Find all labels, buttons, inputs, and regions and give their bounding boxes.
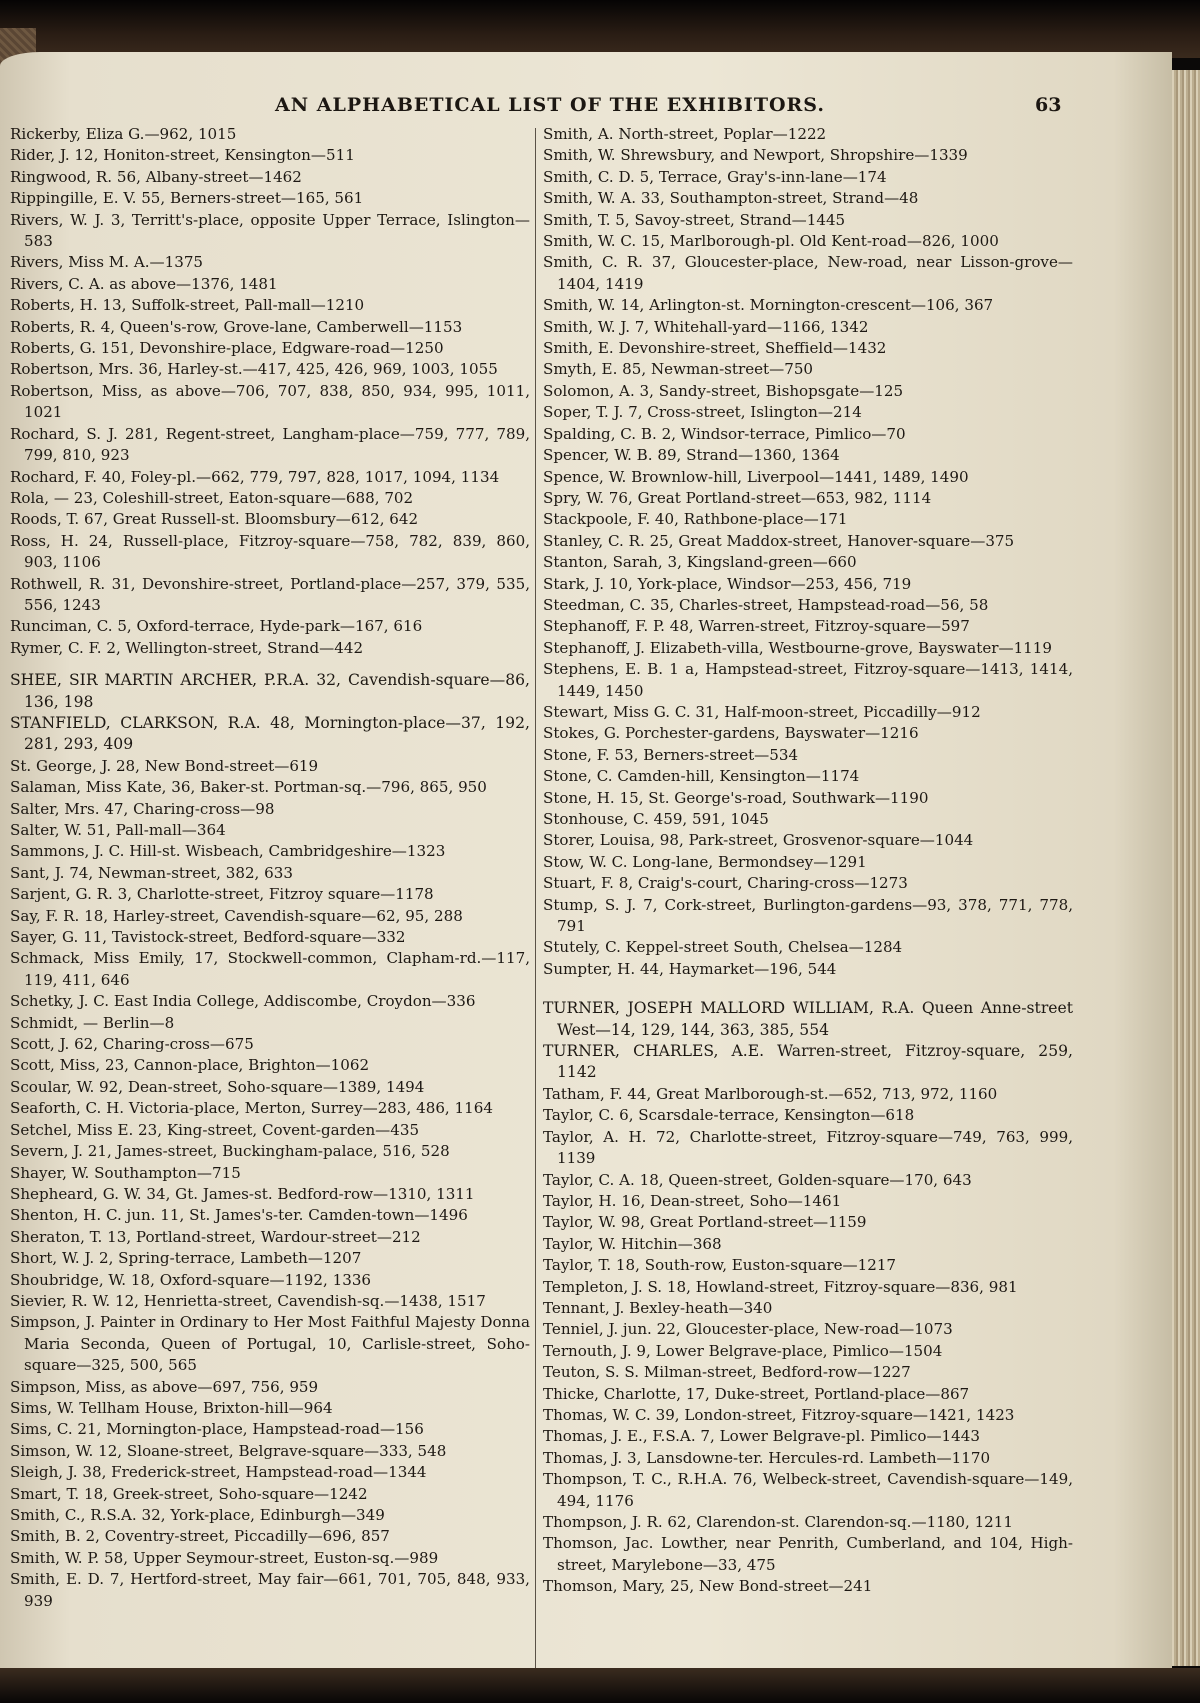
exhibitor-entry: Stow, W. C. Long-lane, Bermondsey—1291 (543, 852, 867, 871)
exhibitor-entry: Rippingille, E. V. 55, Berners-street—165, 561 (10, 189, 364, 208)
exhibitor-entry: Stone, H. 15, St. George's-road, Southwark—1190 (543, 788, 929, 807)
exhibitor-entry: Schmack, Miss Emily, 17, Stockwell-common, Clapham-rd.—117, 119, 411, 646 (10, 949, 530, 989)
exhibitor-entry: Shenton, H. C. jun. 11, St. James's-ter. Camden-town—1496 (10, 1206, 468, 1225)
exhibitor-entry: Stackpoole, F. 40, Rathbone-place—171 (543, 510, 848, 529)
exhibitor-entry: Stokes, G. Porchester-gardens, Bayswater—1216 (543, 724, 919, 743)
exhibitor-entry: Sleigh, J. 38, Frederick-street, Hampstead-road—1344 (10, 1463, 427, 1482)
exhibitor-entry: Salter, W. 51, Pall-mall—364 (10, 821, 226, 839)
exhibitor-entry: Sims, W. Tellham House, Brixton-hill—964 (10, 1398, 333, 1417)
exhibitor-entry: Stewart, Miss G. C. 31, Half-moon-street, Piccadilly—912 (543, 702, 981, 721)
exhibitor-entry: Rider, J. 12, Honiton-street, Kensington—511 (10, 146, 355, 165)
page-title: AN ALPHABETICAL LIST OF THE EXHIBITORS. (275, 94, 825, 116)
exhibitor-entry: Sievier, R. W. 12, Henrietta-street, Cavendish-sq.—1438, 1517 (10, 1291, 486, 1310)
exhibitor-entry: Stonhouse, C. 459, 591, 1045 (543, 810, 769, 828)
exhibitor-entry: Smith, W. C. 15, Marlborough-pl. Old Kent-road—826, 1000 (543, 232, 999, 251)
exhibitor-entry: Runciman, C. 5, Oxford-terrace, Hyde-park—167, 616 (10, 617, 423, 636)
exhibitor-entry: Smith, W. 14, Arlington-st. Mornington-crescent—106, 367 (543, 296, 994, 315)
book-cover-top (0, 0, 1200, 58)
exhibitor-entry: Scott, Miss, 23, Cannon-place, Brighton—1062 (10, 1056, 370, 1075)
exhibitor-entry: Taylor, C. 6, Scarsdale-terrace, Kensington—618 (543, 1106, 915, 1125)
exhibitor-entry: Stone, C. Camden-hill, Kensington—1174 (543, 767, 860, 786)
exhibitor-entry: Schmidt, — Berlin—8 (10, 1013, 175, 1032)
exhibitor-entry: Simson, W. 12, Sloane-street, Belgrave-square—333, 548 (10, 1441, 447, 1460)
exhibitor-entry: Thompson, T. C., R.H.A. 76, Welbeck-street, Cavendish-square—149, 494, 1176 (543, 1470, 1073, 1510)
exhibitor-entry: Templeton, J. S. 18, Howland-street, Fitzroy-square—836, 981 (543, 1277, 1018, 1296)
exhibitor-entry: Shoubridge, W. 18, Oxford-square—1192, 1336 (10, 1270, 372, 1289)
exhibitor-entry: Thomas, J. E., F.S.A. 7, Lower Belgrave-pl. Pimlico—1443 (543, 1427, 980, 1446)
exhibitor-entry: Roberts, H. 13, Suffolk-street, Pall-mall—1210 (10, 296, 365, 315)
exhibitor-entry: Ross, H. 24, Russell-place, Fitzroy-square—758, 782, 839, 860, 903, 1106 (10, 531, 530, 572)
exhibitor-entry: Sims, C. 21, Mornington-place, Hampstead-road—156 (10, 1420, 424, 1439)
exhibitor-entry: St. George, J. 28, New Bond-street—619 (10, 756, 319, 775)
exhibitor-entry: Steedman, C. 35, Charles-street, Hampstead-road—56, 58 (543, 595, 989, 614)
exhibitor-entry: Salaman, Miss Kate, 36, Baker-st. Portman-sq.—796, 865, 950 (10, 778, 487, 797)
exhibitor-entry: Teuton, S. S. Milman-street, Bedford-row—1227 (543, 1363, 911, 1382)
exhibitor-entry: Smith, C. D. 5, Terrace, Gray's-inn-lane—174 (543, 167, 887, 186)
exhibitor-entry: Robertson, Miss, as above—706, 707, 838, 850, 934, 995, 1011, 1021 (10, 381, 530, 422)
exhibitor-entry: Stuart, F. 8, Craig's-court, Charing-cross—1273 (543, 874, 908, 893)
exhibitor-entry: Smith, E. D. 7, Hertford-street, May fair—661, 701, 705, 848, 933, 939 (10, 1570, 530, 1610)
exhibitor-entry: Smith, W. J. 7, Whitehall-yard—1166, 1342 (543, 317, 869, 336)
exhibitor-entry: Smith, C., R.S.A. 32, York-place, Edinburgh—349 (10, 1506, 385, 1524)
exhibitor-entry: Tenniel, J. jun. 22, Gloucester-place, New-road—1073 (543, 1320, 953, 1339)
exhibitor-entry: Simpson, J. Painter in Ordinary to Her Most Faithful Majesty Donna Maria Seconda, Queen of Portugal, 10, Carlisle-street, Soho-square—325, 500, 565 (10, 1313, 530, 1375)
exhibitor-entry: Sumpter, H. 44, Haymarket—196, 544 (543, 959, 837, 978)
exhibitor-entry: Stone, F. 53, Berners-street—534 (543, 745, 799, 764)
exhibitor-entry: Rothwell, R. 31, Devonshire-street, Portland-place—257, 379, 535, 556, 1243 (10, 574, 530, 614)
exhibitor-entry: Smith, W. Shrewsbury, and Newport, Shropshire—1339 (543, 146, 968, 165)
exhibitor-entry: Thomas, J. 3, Lansdowne-ter. Hercules-rd. Lambeth—1170 (543, 1448, 991, 1467)
exhibitor-entry: Smith, W. A. 33, Southampton-street, Strand—48 (543, 189, 919, 208)
exhibitor-entry: Taylor, H. 16, Dean-street, Soho—1461 (543, 1191, 842, 1210)
exhibitor-entry: Sant, J. 74, Newman-street, 382, 633 (10, 863, 293, 882)
exhibitor-entry: Sammons, J. C. Hill-st. Wisbeach, Cambridgeshire—1323 (10, 842, 446, 861)
exhibitor-entry: Shayer, W. Southampton—715 (10, 1163, 241, 1182)
exhibitor-entry: Storer, Louisa, 98, Park-street, Grosvenor-square—1044 (543, 831, 974, 850)
exhibitor-entry: Spence, W. Brownlow-hill, Liverpool—1441, 1489, 1490 (543, 467, 969, 486)
exhibitor-entry: Smith, B. 2, Coventry-street, Piccadilly—696, 857 (10, 1527, 390, 1546)
exhibitor-entry: Setchel, Miss E. 23, King-street, Covent-garden—435 (10, 1120, 420, 1139)
exhibitor-entry: Ternouth, J. 9, Lower Belgrave-place, Pimlico—1504 (543, 1341, 943, 1360)
exhibitor-entry: Tatham, F. 44, Great Marlborough-st.—652, 713, 972, 1160 (543, 1084, 998, 1103)
exhibitor-entry: Taylor, W. Hitchin—368 (543, 1234, 722, 1253)
exhibitor-entry: TURNER, JOSEPH MALLORD WILLIAM, R.A. Queen Anne-street West—14, 129, 144, 363, 385, 554 (543, 999, 1073, 1039)
exhibitor-entry: Smith, E. Devonshire-street, Sheffield—1432 (543, 339, 887, 358)
exhibitor-entry: Sayer, G. 11, Tavistock-street, Bedford-square—332 (10, 928, 406, 947)
exhibitor-entry: Severn, J. 21, James-street, Buckingham-palace, 516, 528 (10, 1142, 450, 1161)
exhibitor-entry: Spencer, W. B. 89, Strand—1360, 1364 (543, 446, 840, 465)
exhibitor-entry: Tennant, J. Bexley-heath—340 (543, 1298, 773, 1317)
exhibitor-entry: Schetky, J. C. East India College, Addiscombe, Croydon—336 (10, 992, 476, 1011)
exhibitor-entry: Spalding, C. B. 2, Windsor-terrace, Pimlico—70 (543, 424, 906, 443)
exhibitor-entry: Taylor, T. 18, South-row, Euston-square—1217 (543, 1256, 897, 1275)
exhibitor-entry: Sheraton, T. 13, Portland-street, Wardour-street—212 (10, 1227, 421, 1246)
exhibitor-entry: Stephens, E. B. 1 a, Hampstead-street, Fitzroy-square—1413, 1414, 1449, 1450 (543, 660, 1073, 700)
exhibitor-entry: Stark, J. 10, York-place, Windsor—253, 456, 719 (543, 574, 912, 593)
exhibitor-entry: STANFIELD, CLARKSON, R.A. 48, Mornington-place—37, 192, 281, 293, 409 (10, 713, 530, 754)
exhibitor-entry: Smyth, E. 85, Newman-street—750 (543, 360, 814, 379)
exhibitor-entry: Taylor, A. H. 72, Charlotte-street, Fitzroy-square—749, 763, 999, 1139 (543, 1127, 1073, 1168)
exhibitor-entry: Thomson, Mary, 25, New Bond-street—241 (543, 1577, 873, 1596)
right-column (543, 124, 1073, 1598)
exhibitor-entry: Rickerby, Eliza G.—962, 1015 (10, 125, 237, 143)
left-column (10, 124, 530, 1612)
exhibitor-entry: SHEE, SIR MARTIN ARCHER, P.R.A. 32, Cavendish-square—86, 136, 198 (10, 671, 530, 711)
exhibitor-entry: Stephanoff, F. P. 48, Warren-street, Fitzroy-square—597 (543, 617, 970, 636)
exhibitor-entry: Soper, T. J. 7, Cross-street, Islington—214 (543, 403, 862, 422)
exhibitor-entry: Rivers, Miss M. A.—1375 (10, 253, 204, 272)
exhibitor-entry: Salter, Mrs. 47, Charing-cross—98 (10, 799, 275, 818)
exhibitor-entry: Spry, W. 76, Great Portland-street—653, 982, 1114 (543, 488, 932, 507)
exhibitor-entry: Smith, T. 5, Savoy-street, Strand—1445 (543, 210, 846, 229)
exhibitor-entry: Smart, T. 18, Greek-street, Soho-square—1242 (10, 1484, 368, 1503)
exhibitor-entry: Rochard, F. 40, Foley-pl.—662, 779, 797, 828, 1017, 1094, 1134 (10, 467, 500, 486)
exhibitor-entry: Stephanoff, J. Elizabeth-villa, Westbourne-grove, Bayswater—1119 (543, 638, 1052, 657)
exhibitor-entry: Taylor, W. 98, Great Portland-street—1159 (543, 1213, 867, 1232)
exhibitor-entry: TURNER, CHARLES, A.E. Warren-street, Fitzroy-square, 259, 1142 (543, 1042, 1073, 1082)
exhibitor-entry: Stutely, C. Keppel-street South, Chelsea—1284 (543, 938, 903, 957)
exhibitor-entry: Short, W. J. 2, Spring-terrace, Lambeth—1207 (10, 1249, 362, 1268)
exhibitor-entry: Rivers, W. J. 3, Territt's-place, opposite Upper Terrace, Islington—583 (10, 210, 530, 251)
exhibitor-entry: Smith, C. R. 37, Gloucester-place, New-road, near Lisson-grove—1404, 1419 (543, 253, 1073, 293)
exhibitor-entry: Thicke, Charlotte, 17, Duke-street, Portland-place—867 (543, 1384, 970, 1403)
exhibitor-entry: Solomon, A. 3, Sandy-street, Bishopsgate—125 (543, 381, 904, 400)
exhibitor-entry: Thomson, Jac. Lowther, near Penrith, Cumberland, and 104, High-street, Marylebone—33, 475 (543, 1534, 1073, 1574)
exhibitor-entry: Robertson, Mrs. 36, Harley-st.—417, 425, 426, 969, 1003, 1055 (10, 360, 498, 379)
page-number: 63 (1035, 94, 1062, 116)
exhibitor-entry: Stanley, C. R. 25, Great Maddox-street, Hanover-square—375 (543, 531, 1015, 550)
bottom-shadow (0, 1668, 1200, 1703)
exhibitor-entry: Roods, T. 67, Great Russell-st. Bloomsbury—612, 642 (10, 510, 419, 529)
exhibitor-entry: Rivers, C. A. as above—1376, 1481 (10, 274, 278, 293)
exhibitor-entry: Roberts, R. 4, Queen's-row, Grove-lane, Camberwell—1153 (10, 317, 463, 336)
exhibitor-entry: Smith, W. P. 58, Upper Seymour-street, Euston-sq.—989 (10, 1548, 439, 1567)
exhibitor-entry: Stump, S. J. 7, Cork-street, Burlington-gardens—93, 378, 771, 778, 791 (543, 895, 1073, 936)
exhibitor-entry: Rymer, C. F. 2, Wellington-street, Strand—442 (10, 638, 364, 657)
exhibitor-entry: Stanton, Sarah, 3, Kingsland-green—660 (543, 553, 857, 572)
exhibitor-entry: Taylor, C. A. 18, Queen-street, Golden-square—170, 643 (543, 1170, 972, 1189)
exhibitor-entry: Sarjent, G. R. 3, Charlotte-street, Fitzroy square—1178 (10, 885, 434, 904)
exhibitor-entry: Thompson, J. R. 62, Clarendon-st. Clarendon-sq.—1180, 1211 (543, 1513, 1013, 1531)
exhibitor-entry: Say, F. R. 18, Harley-street, Cavendish-square—62, 95, 288 (10, 906, 463, 925)
exhibitor-entry: Scott, J. 62, Charing-cross—675 (10, 1035, 254, 1054)
column-divider (535, 128, 536, 1668)
exhibitor-entry: Rochard, S. J. 281, Regent-street, Langham-place—759, 777, 789, 799, 810, 923 (10, 424, 530, 465)
exhibitor-entry: Rola, — 23, Coleshill-street, Eaton-square—688, 702 (10, 488, 414, 507)
exhibitor-entry: Shepheard, G. W. 34, Gt. James-st. Bedford-row—1310, 1311 (10, 1184, 475, 1203)
exhibitor-entry: Smith, A. North-street, Poplar—1222 (543, 125, 827, 143)
exhibitor-entry: Thomas, W. C. 39, London-street, Fitzroy-square—1421, 1423 (543, 1405, 1015, 1424)
exhibitor-entry: Simpson, Miss, as above—697, 756, 959 (10, 1377, 319, 1396)
exhibitor-entry: Roberts, G. 151, Devonshire-place, Edgware-road—1250 (10, 339, 444, 358)
exhibitor-entry: Ringwood, R. 56, Albany-street—1462 (10, 167, 302, 186)
exhibitor-entry: Scoular, W. 92, Dean-street, Soho-square—1389, 1494 (10, 1077, 425, 1096)
exhibitor-entry: Seaforth, C. H. Victoria-place, Merton, Surrey—283, 486, 1164 (10, 1099, 493, 1118)
